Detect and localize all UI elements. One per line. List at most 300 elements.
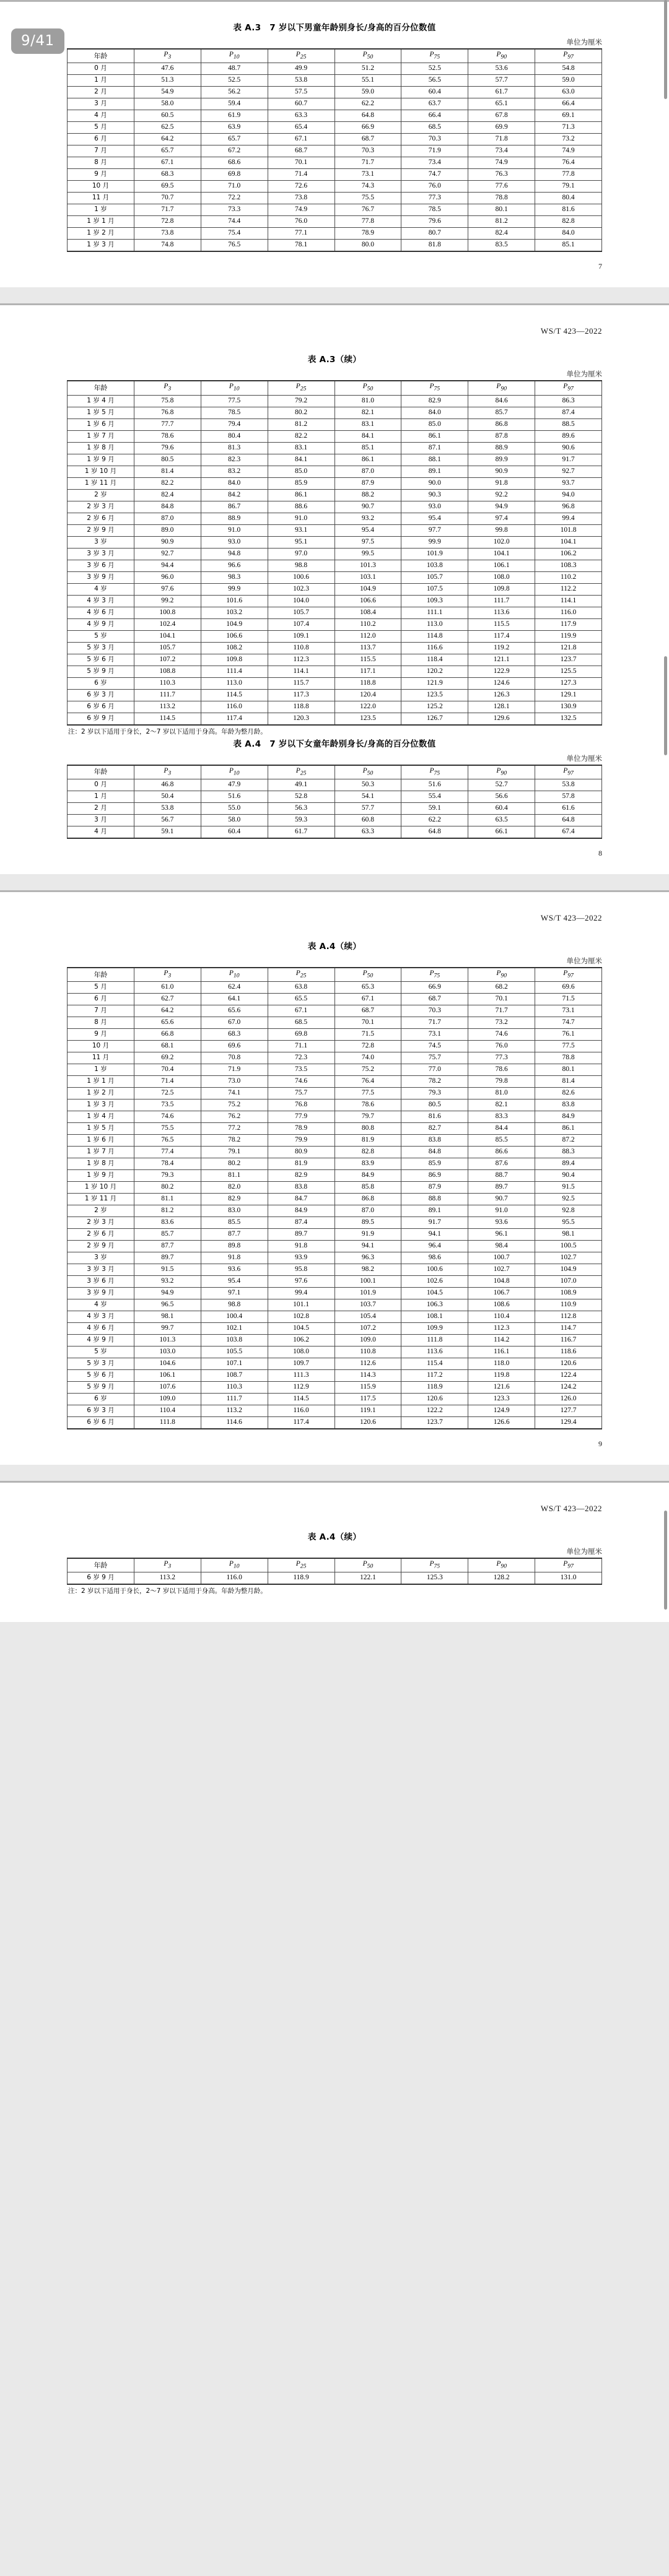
value-cell: 88.9 <box>468 442 535 454</box>
value-cell: 71.3 <box>535 122 602 134</box>
value-cell: 84.9 <box>334 1170 401 1182</box>
table-row <box>68 169 602 181</box>
value-cell: 100.6 <box>401 1264 468 1276</box>
value-cell: 88.1 <box>401 454 468 466</box>
page-inner <box>0 2 669 287</box>
value-cell: 113.6 <box>468 607 535 618</box>
value-cell: 115.5 <box>334 654 401 666</box>
value-cell: 111.7 <box>201 1394 268 1405</box>
age-cell: 1 岁 10 月 <box>68 1182 134 1194</box>
value-cell: 94.0 <box>535 489 602 501</box>
value-cell: 106.1 <box>134 1370 201 1382</box>
value-cell: 68.5 <box>401 122 468 134</box>
value-cell: 82.6 <box>535 1088 602 1099</box>
value-cell: 69.8 <box>268 1029 334 1041</box>
age-cell: 4 岁 9 月 <box>68 1335 134 1347</box>
value-cell: 102.7 <box>535 1252 602 1264</box>
value-cell: 61.7 <box>468 87 535 98</box>
value-cell: 84.0 <box>201 477 268 489</box>
value-cell: 76.0 <box>401 181 468 193</box>
value-cell: 117.3 <box>268 689 334 701</box>
value-cell: 104.6 <box>134 1358 201 1370</box>
value-cell: 78.8 <box>468 193 535 204</box>
age-cell: 1 月 <box>68 75 134 87</box>
value-cell: 61.9 <box>201 110 268 122</box>
table-row <box>68 1041 602 1052</box>
value-cell: 102.0 <box>468 536 535 548</box>
value-cell: 117.9 <box>535 618 602 630</box>
value-cell: 73.1 <box>535 1005 602 1017</box>
value-cell: 102.8 <box>268 1311 334 1323</box>
value-cell: 73.1 <box>334 169 401 181</box>
value-cell: 102.7 <box>468 1264 535 1276</box>
value-cell: 79.4 <box>201 418 268 430</box>
value-cell: 101.1 <box>268 1299 334 1311</box>
value-cell: 110.9 <box>535 1299 602 1311</box>
age-cell: 1 岁 9 月 <box>68 1170 134 1182</box>
value-cell: 112.3 <box>268 654 334 666</box>
value-cell: 102.1 <box>201 1323 268 1335</box>
table-row <box>68 1111 602 1123</box>
value-cell: 70.1 <box>334 1017 401 1029</box>
value-cell: 90.6 <box>535 442 602 454</box>
value-cell: 97.6 <box>134 583 201 595</box>
value-cell: 73.8 <box>268 193 334 204</box>
value-cell: 77.6 <box>468 181 535 193</box>
document-page <box>0 1481 669 1622</box>
value-cell: 91.0 <box>268 513 334 524</box>
table-row <box>68 466 602 477</box>
value-cell: 114.5 <box>201 689 268 701</box>
value-cell: 88.6 <box>268 501 334 513</box>
table-row <box>68 134 602 145</box>
value-cell: 78.5 <box>201 407 268 418</box>
value-cell: 53.8 <box>134 802 201 814</box>
value-cell: 78.6 <box>334 1099 401 1111</box>
table-row <box>68 1252 602 1264</box>
unit-label: 单位为厘米 <box>566 1547 602 1556</box>
age-cell: 4 岁 6 月 <box>68 1323 134 1335</box>
value-cell: 50.3 <box>334 779 401 791</box>
column-header-p90: $P_{90}$ <box>468 381 535 395</box>
value-cell: 81.2 <box>468 216 535 228</box>
value-cell: 103.8 <box>401 560 468 571</box>
table-row <box>68 548 602 560</box>
table-row <box>68 1288 602 1299</box>
value-cell: 96.3 <box>334 1252 401 1264</box>
value-cell: 107.5 <box>401 583 468 595</box>
value-cell: 92.8 <box>535 1205 602 1217</box>
table-row <box>68 1417 602 1429</box>
value-cell: 80.1 <box>535 1064 602 1076</box>
value-cell: 89.4 <box>535 1158 602 1170</box>
age-cell: 6 岁 6 月 <box>68 701 134 713</box>
value-cell: 98.1 <box>535 1229 602 1241</box>
value-cell: 125.2 <box>401 701 468 713</box>
table-title: 表 A.3（续） <box>307 355 362 365</box>
value-cell: 119.2 <box>468 642 535 654</box>
value-cell: 117.4 <box>268 1417 334 1429</box>
age-cell: 4 月 <box>68 110 134 122</box>
value-cell: 75.2 <box>201 1099 268 1111</box>
value-cell: 111.7 <box>134 689 201 701</box>
value-cell: 87.7 <box>134 1241 201 1252</box>
table-row <box>68 1088 602 1099</box>
value-cell: 84.2 <box>201 489 268 501</box>
column-header-age: 年龄 <box>68 765 134 779</box>
table-row <box>68 1194 602 1205</box>
value-cell: 71.9 <box>401 145 468 157</box>
value-cell: 98.6 <box>401 1252 468 1264</box>
value-cell: 58.0 <box>201 814 268 826</box>
value-cell: 60.4 <box>401 87 468 98</box>
value-cell: 86.6 <box>468 1147 535 1158</box>
value-cell: 69.6 <box>201 1041 268 1052</box>
value-cell: 76.5 <box>201 240 268 252</box>
value-cell: 95.4 <box>401 513 468 524</box>
value-cell: 60.7 <box>268 98 334 110</box>
value-cell: 86.8 <box>468 418 535 430</box>
value-cell: 96.0 <box>134 571 201 583</box>
value-cell: 122.0 <box>334 701 401 713</box>
value-cell: 80.2 <box>201 1158 268 1170</box>
value-cell: 103.8 <box>201 1335 268 1347</box>
value-cell: 68.7 <box>401 994 468 1005</box>
value-cell: 116.0 <box>535 607 602 618</box>
value-cell: 85.0 <box>268 466 334 477</box>
table-row <box>68 802 602 814</box>
value-cell: 92.2 <box>468 489 535 501</box>
value-cell: 94.1 <box>401 1229 468 1241</box>
value-cell: 85.5 <box>201 1217 268 1229</box>
value-cell: 90.7 <box>468 1194 535 1205</box>
age-cell: 1 岁 10 月 <box>68 466 134 477</box>
value-cell: 109.9 <box>401 1323 468 1335</box>
value-cell: 121.6 <box>468 1382 535 1394</box>
value-cell: 74.6 <box>134 1111 201 1123</box>
value-cell: 67.1 <box>268 1005 334 1017</box>
value-cell: 52.5 <box>401 63 468 75</box>
value-cell: 88.7 <box>468 1170 535 1182</box>
value-cell: 128.2 <box>468 1572 535 1585</box>
page-number: 9 <box>598 1439 602 1449</box>
value-cell: 72.3 <box>268 1052 334 1064</box>
value-cell: 67.1 <box>268 134 334 145</box>
value-cell: 112.9 <box>268 1382 334 1394</box>
value-cell: 80.5 <box>401 1099 468 1111</box>
value-cell: 89.1 <box>401 466 468 477</box>
table-row <box>68 1323 602 1335</box>
value-cell: 90.4 <box>535 1170 602 1182</box>
value-cell: 108.0 <box>468 571 535 583</box>
value-cell: 109.7 <box>268 1358 334 1370</box>
age-cell: 6 岁 6 月 <box>68 1417 134 1429</box>
table-row <box>68 216 602 228</box>
value-cell: 74.4 <box>201 216 268 228</box>
value-cell: 74.9 <box>535 145 602 157</box>
page-number: 8 <box>598 848 602 857</box>
value-cell: 83.6 <box>134 1217 201 1229</box>
value-cell: 82.3 <box>201 454 268 466</box>
value-cell: 60.8 <box>334 814 401 826</box>
value-cell: 108.8 <box>134 666 201 677</box>
value-cell: 104.1 <box>134 630 201 642</box>
value-cell: 78.4 <box>134 1158 201 1170</box>
table-row <box>68 395 602 407</box>
vertical-scrollbar[interactable] <box>664 656 667 755</box>
value-cell: 60.4 <box>201 826 268 838</box>
age-cell: 1 岁 4 月 <box>68 395 134 407</box>
value-cell: 93.1 <box>268 524 334 536</box>
value-cell: 102.3 <box>268 583 334 595</box>
value-cell: 106.6 <box>201 630 268 642</box>
table-row <box>68 1158 602 1170</box>
value-cell: 100.8 <box>134 607 201 618</box>
table-row <box>68 791 602 802</box>
value-cell: 129.1 <box>535 689 602 701</box>
value-cell: 109.0 <box>134 1394 201 1405</box>
value-cell: 78.5 <box>401 204 468 216</box>
column-header-p97: $P_{97}$ <box>535 1558 602 1572</box>
value-cell: 104.9 <box>535 1264 602 1276</box>
value-cell: 119.1 <box>334 1405 401 1417</box>
table-row <box>68 501 602 513</box>
value-cell: 68.7 <box>268 145 334 157</box>
table-row <box>68 418 602 430</box>
age-cell: 3 岁 <box>68 536 134 548</box>
value-cell: 87.6 <box>468 1158 535 1170</box>
value-cell: 113.2 <box>134 1572 201 1585</box>
table-row <box>68 1382 602 1394</box>
value-cell: 91.5 <box>535 1182 602 1194</box>
value-cell: 108.1 <box>401 1311 468 1323</box>
table-head <box>68 968 602 982</box>
value-cell: 67.4 <box>535 826 602 838</box>
value-cell: 77.3 <box>468 1052 535 1064</box>
value-cell: 82.9 <box>201 1194 268 1205</box>
value-cell: 77.5 <box>535 1041 602 1052</box>
age-cell: 10 月 <box>68 181 134 193</box>
value-cell: 119.8 <box>468 1370 535 1382</box>
value-cell: 70.7 <box>134 193 201 204</box>
value-cell: 69.9 <box>468 122 535 134</box>
value-cell: 82.2 <box>134 477 201 489</box>
value-cell: 61.0 <box>134 982 201 994</box>
age-cell: 1 岁 4 月 <box>68 1111 134 1123</box>
value-cell: 55.4 <box>401 791 468 802</box>
value-cell: 72.2 <box>201 193 268 204</box>
value-cell: 57.7 <box>468 75 535 87</box>
age-cell: 2 岁 9 月 <box>68 524 134 536</box>
value-cell: 76.3 <box>468 169 535 181</box>
value-cell: 66.8 <box>134 1029 201 1041</box>
column-header-p75: $P_{75}$ <box>401 968 468 982</box>
value-cell: 103.7 <box>334 1299 401 1311</box>
value-cell: 74.6 <box>268 1076 334 1088</box>
value-cell: 81.2 <box>134 1205 201 1217</box>
vertical-scrollbar[interactable] <box>664 0 667 99</box>
table-header-row <box>68 1558 602 1572</box>
table-row <box>68 1182 602 1194</box>
value-cell: 67.8 <box>468 110 535 122</box>
value-cell: 111.3 <box>268 1370 334 1382</box>
table-row <box>68 75 602 87</box>
value-cell: 65.4 <box>268 122 334 134</box>
value-cell: 98.8 <box>201 1299 268 1311</box>
age-cell: 1 岁 3 月 <box>68 240 134 252</box>
value-cell: 83.3 <box>468 1111 535 1123</box>
column-header-p10: $P_{10}$ <box>201 765 268 779</box>
table-row <box>68 1358 602 1370</box>
value-cell: 126.6 <box>468 1417 535 1429</box>
value-cell: 72.8 <box>134 216 201 228</box>
table-row <box>68 595 602 607</box>
table-row <box>68 157 602 169</box>
age-cell: 8 月 <box>68 157 134 169</box>
table-row <box>68 98 602 110</box>
standard-id-header: WS/T 423—2022 <box>540 326 602 336</box>
value-cell: 91.0 <box>201 524 268 536</box>
value-cell: 94.1 <box>334 1241 401 1252</box>
table-row <box>68 1217 602 1229</box>
value-cell: 81.0 <box>468 1088 535 1099</box>
unit-label: 单位为厘米 <box>566 956 602 965</box>
value-cell: 85.7 <box>468 407 535 418</box>
value-cell: 121.1 <box>468 654 535 666</box>
value-cell: 78.9 <box>268 1123 334 1135</box>
value-cell: 80.8 <box>334 1123 401 1135</box>
value-cell: 93.2 <box>334 513 401 524</box>
value-cell: 84.8 <box>401 1147 468 1158</box>
value-cell: 46.8 <box>134 779 201 791</box>
value-cell: 51.3 <box>134 75 201 87</box>
value-cell: 73.4 <box>468 145 535 157</box>
value-cell: 87.2 <box>535 1135 602 1147</box>
value-cell: 59.3 <box>268 814 334 826</box>
value-cell: 91.7 <box>535 454 602 466</box>
value-cell: 116.0 <box>201 1572 268 1585</box>
value-cell: 81.6 <box>401 1111 468 1123</box>
value-cell: 105.7 <box>268 607 334 618</box>
table-row <box>68 122 602 134</box>
age-cell: 5 岁 6 月 <box>68 654 134 666</box>
value-cell: 53.6 <box>468 63 535 75</box>
value-cell: 98.3 <box>201 571 268 583</box>
value-cell: 104.5 <box>401 1288 468 1299</box>
value-cell: 71.7 <box>334 157 401 169</box>
value-cell: 81.4 <box>535 1076 602 1088</box>
age-cell: 8 月 <box>68 1017 134 1029</box>
value-cell: 95.4 <box>334 524 401 536</box>
value-cell: 107.1 <box>201 1358 268 1370</box>
value-cell: 96.6 <box>201 560 268 571</box>
value-cell: 81.0 <box>334 395 401 407</box>
value-cell: 91.8 <box>268 1241 334 1252</box>
value-cell: 104.9 <box>201 618 268 630</box>
value-cell: 90.0 <box>401 477 468 489</box>
value-cell: 77.0 <box>401 1064 468 1076</box>
standard-id-header: WS/T 423—2022 <box>540 1504 602 1514</box>
value-cell: 91.5 <box>134 1264 201 1276</box>
value-cell: 78.2 <box>201 1135 268 1147</box>
value-cell: 79.2 <box>268 395 334 407</box>
value-cell: 54.9 <box>134 87 201 98</box>
value-cell: 68.7 <box>334 134 401 145</box>
value-cell: 57.5 <box>268 87 334 98</box>
value-cell: 129.6 <box>468 713 535 725</box>
value-cell: 120.3 <box>268 713 334 725</box>
value-cell: 64.2 <box>134 134 201 145</box>
table-row <box>68 87 602 98</box>
age-cell: 9 月 <box>68 169 134 181</box>
value-cell: 100.5 <box>535 1241 602 1252</box>
table-row <box>68 630 602 642</box>
value-cell: 124.9 <box>468 1405 535 1417</box>
value-cell: 105.7 <box>134 642 201 654</box>
value-cell: 87.4 <box>268 1217 334 1229</box>
value-cell: 72.8 <box>334 1041 401 1052</box>
value-cell: 94.8 <box>201 548 268 560</box>
value-cell: 71.5 <box>334 1029 401 1041</box>
column-header-p90: $P_{90}$ <box>468 1558 535 1572</box>
age-cell: 5 岁 <box>68 1347 134 1358</box>
value-cell: 82.9 <box>401 395 468 407</box>
value-cell: 54.8 <box>535 63 602 75</box>
value-cell: 49.1 <box>268 779 334 791</box>
value-cell: 78.2 <box>401 1076 468 1088</box>
table-row <box>68 1170 602 1182</box>
value-cell: 92.7 <box>535 466 602 477</box>
value-cell: 62.2 <box>401 814 468 826</box>
value-cell: 94.9 <box>134 1288 201 1299</box>
value-cell: 84.9 <box>535 1111 602 1123</box>
age-cell: 3 月 <box>68 814 134 826</box>
value-cell: 52.7 <box>468 779 535 791</box>
value-cell: 89.0 <box>134 524 201 536</box>
age-cell: 3 岁 3 月 <box>68 548 134 560</box>
value-cell: 83.8 <box>268 1182 334 1194</box>
table-head <box>68 381 602 395</box>
value-cell: 90.9 <box>468 466 535 477</box>
value-cell: 85.8 <box>334 1182 401 1194</box>
value-cell: 79.3 <box>401 1088 468 1099</box>
value-cell: 85.0 <box>401 418 468 430</box>
value-cell: 81.9 <box>334 1135 401 1147</box>
value-cell: 49.9 <box>268 63 334 75</box>
value-cell: 110.8 <box>334 1347 401 1358</box>
value-cell: 111.7 <box>468 595 535 607</box>
value-cell: 96.4 <box>401 1241 468 1252</box>
value-cell: 92.7 <box>134 548 201 560</box>
value-cell: 65.7 <box>201 134 268 145</box>
vertical-scrollbar[interactable] <box>664 1511 667 1610</box>
value-cell: 108.4 <box>334 607 401 618</box>
table-body <box>68 395 602 725</box>
value-cell: 84.7 <box>268 1194 334 1205</box>
value-cell: 64.1 <box>201 994 268 1005</box>
column-header-p10: $P_{10}$ <box>201 968 268 982</box>
value-cell: 77.7 <box>134 418 201 430</box>
value-cell: 71.7 <box>468 1005 535 1017</box>
value-cell: 88.8 <box>401 1194 468 1205</box>
page-inner <box>0 1483 669 1622</box>
value-cell: 114.5 <box>134 713 201 725</box>
value-cell: 66.1 <box>468 826 535 838</box>
value-cell: 89.5 <box>334 1217 401 1229</box>
value-cell: 116.7 <box>535 1335 602 1347</box>
value-cell: 95.4 <box>201 1276 268 1288</box>
value-cell: 80.0 <box>334 240 401 252</box>
